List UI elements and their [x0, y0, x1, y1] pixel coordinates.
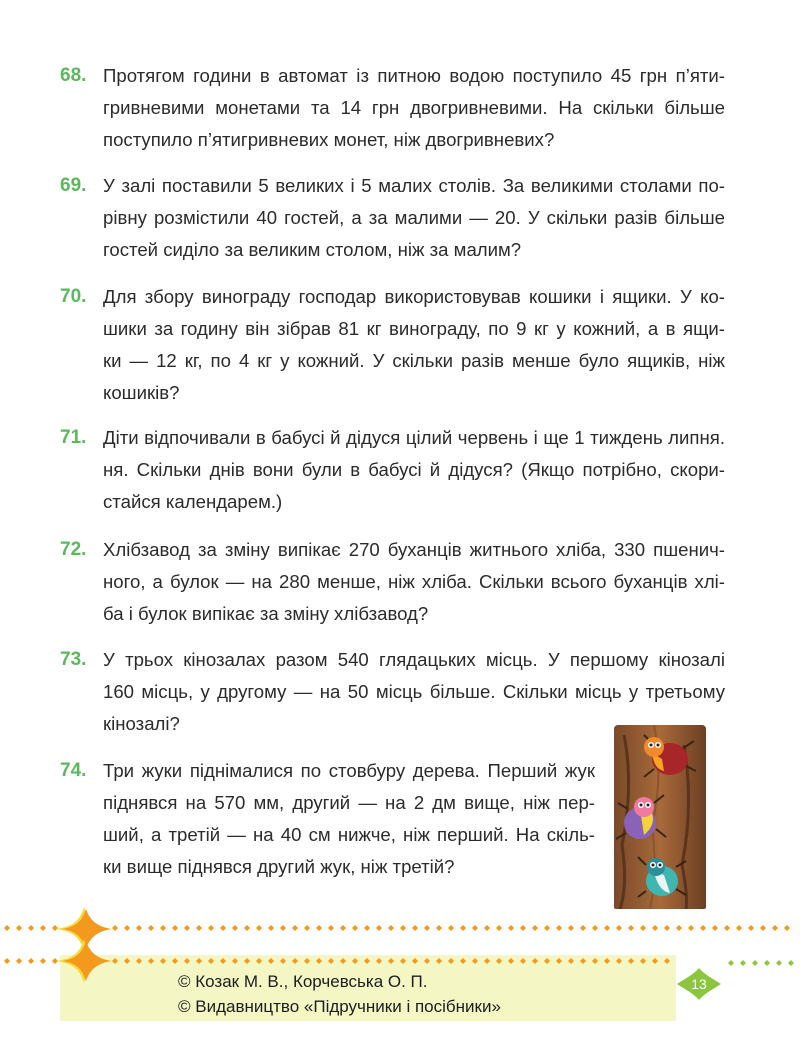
text-line: У залі поставили 5 великих і 5 малих столів. За великими столами по-	[103, 175, 725, 196]
text-line: гостей сиділо за великим столом, ніж за малим?	[103, 239, 522, 260]
problem-text	[103, 170, 725, 266]
text-line: поступило п’ятигривневих монет, ніж двогривневих?	[103, 129, 555, 150]
problem-number: 73.	[60, 649, 87, 670]
problem-text	[103, 60, 725, 156]
problem-number: 68.	[60, 65, 87, 86]
problem-number: 74.	[60, 760, 87, 781]
text-line: рівну розмістили 40 гостей, а за малими — 20. У скільки разів більше	[103, 207, 725, 228]
copyright-publisher: © Видавництво «Підручники і посібники»	[178, 997, 501, 1016]
text-line: Діти відпочивали в бабусі й дідуся цілий червень і ще 1 тиждень липня.	[103, 427, 725, 448]
text-line: кінозалі?	[103, 713, 180, 734]
problem-number: 70.	[60, 286, 87, 307]
problem-text	[103, 281, 725, 409]
text-line: піднявся на 570 мм, другий — на 2 дм вище, ніж пер-	[103, 792, 595, 813]
text-line: ки вище піднявся другий жук, ніж третій?	[103, 856, 455, 877]
text-line: ба і булок випікає за зміну хлібзавод?	[103, 603, 429, 624]
text-line: Для збору винограду господар використовував кошики і ящики. У ко-	[103, 286, 725, 307]
problem-text	[103, 534, 725, 630]
page-number: 13	[691, 976, 707, 992]
tree-beetles-image	[614, 725, 706, 909]
text-line: Три жуки піднімалися по стовбуру дерева. Перший жук	[103, 760, 595, 781]
decorative-diamond-line	[0, 921, 800, 935]
problem-number: 71.	[60, 427, 87, 448]
text-line: кошиків?	[103, 382, 180, 403]
problem-71	[0, 422, 800, 518]
decorative-diamond-line	[0, 954, 800, 968]
star-ornament-icon	[52, 905, 116, 985]
text-line: ки — 12 кг, по 4 кг у кожний. У скільки разів менше було ящиків, ніж	[103, 350, 725, 371]
tree-trunk-illustration	[614, 725, 706, 909]
text-line: ший, а третій — на 40 см нижче, ніж перший. На скіль-	[103, 824, 595, 845]
text-line: шики за годину він зібрав 81 кг винограду, по 9 кг у кожний, а в ящи-	[103, 318, 725, 339]
problem-70	[0, 281, 800, 409]
problem-68	[0, 60, 800, 156]
page-number-badge	[676, 967, 722, 1001]
text-line: стайся календарем.)	[103, 491, 283, 512]
problem-number: 72.	[60, 539, 87, 560]
text-line: Хлібзавод за зміну випікає 270 буханців житнього хліба, 330 пшенич-	[103, 539, 725, 560]
text-line: У трьох кінозалах разом 540 глядацьких місць. У першому кінозалі	[103, 649, 725, 670]
problem-72	[0, 534, 800, 630]
text-line: 160 місць, у другому — на 50 місць більше. Скільки місць у третьому	[103, 681, 725, 702]
copyright-authors: © Козак М. В., Корчевська О. П.	[178, 972, 428, 991]
problem-text	[103, 755, 595, 883]
problem-number: 69.	[60, 175, 87, 196]
text-line: гривневими монетами та 14 грн двогривневими. На скільки більше	[103, 97, 725, 118]
text-line: ного, а булок — на 280 менше, ніж хліба. Скільки всього буханців хлі-	[103, 571, 725, 592]
problem-text	[103, 422, 725, 518]
text-line: ня. Скільки днів вони були в бабусі й дідуся? (Якщо потрібно, скори-	[103, 459, 725, 480]
text-line: Протягом години в автомат із питною водою поступило 45 грн п’яти-	[103, 65, 725, 86]
problem-69	[0, 170, 800, 266]
